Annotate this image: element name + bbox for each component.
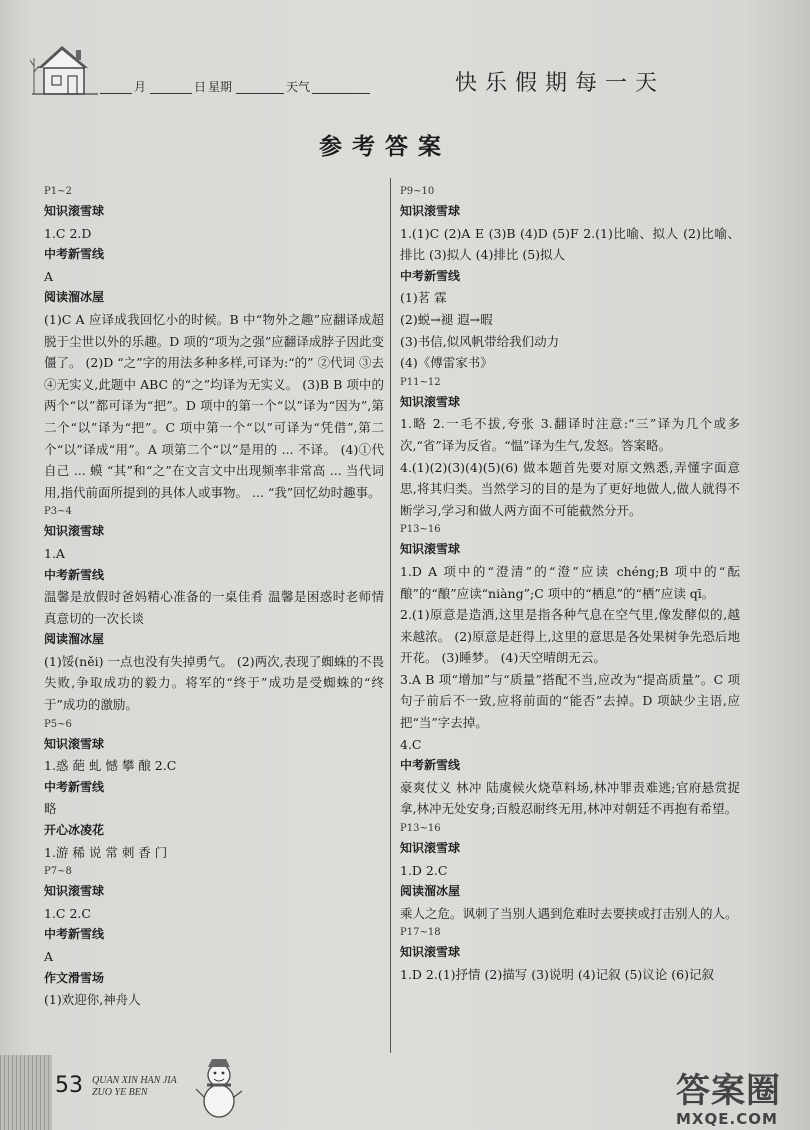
answer-text: 4.(1)(2)(3)(4)(5)(6) 做本题首先要对原文熟悉,弄懂字面意思,将其归类。当然学习的目的是为了更好地做人,做人就得不断学习,学习和做人两方面不可能截然分开。: [400, 459, 740, 518]
column-divider: [390, 178, 391, 1053]
month-label: 月: [134, 80, 147, 94]
section-heading: 作文滑雪场: [44, 970, 105, 985]
left-column: [44, 183, 384, 1011]
answer-text: 1.C 2.C: [44, 905, 91, 921]
answer-text: 1.C 2.D: [44, 225, 92, 241]
answer-text: A: [44, 268, 54, 284]
page-ref: P9~10: [400, 186, 435, 197]
page-ref: P5~6: [44, 718, 72, 730]
answer-text: (2)蜕→褪 遐→暇: [400, 311, 493, 327]
section-heading: 中考新雪线: [44, 779, 105, 794]
header-slogan: 快乐假期每一天: [455, 71, 666, 96]
brand-text: [92, 1075, 177, 1099]
page-ref: P13~16: [400, 524, 441, 536]
page-ref: P11~12: [400, 376, 441, 388]
page-ref: P7~8: [44, 866, 72, 878]
answer-text: 略: [44, 801, 57, 817]
snowman-mascot-icon: [195, 1055, 243, 1123]
answer-text: (1)欢迎你,神舟人: [44, 992, 141, 1008]
answer-text: 1.(1)C (2)A E (3)B (4)D (5)F 2.(1)比喻、拟人 (2)比喻、排比 (3)拟人 (4)排比 (5)拟人: [400, 225, 740, 263]
section-heading: 阅读溜冰屋: [400, 884, 461, 899]
brand-line-2: ZUO YE BEN: [92, 1087, 148, 1098]
watermark-url: MXQE.COM: [676, 1110, 778, 1128]
section-heading: 中考新雪线: [400, 758, 461, 773]
section-heading: 知识滚雪球: [44, 524, 105, 539]
watermark-big-text: 答案圈: [676, 1071, 781, 1111]
section-heading: 知识滚雪球: [400, 394, 461, 409]
answer-text: (1)馁(něi) 一点也没有失掉勇气。 (2)两次,表现了蜘蛛的不畏失败,争取成功的毅力。将军的“终于”成功是受蜘蛛的“终于”成功的激励。: [44, 653, 384, 713]
section-heading: 开心冰凌花: [44, 823, 105, 838]
brand-line-1: QUAN XIN HAN JIA: [92, 1075, 177, 1086]
section-heading: 阅读溜冰屋: [44, 632, 105, 647]
answer-text: (4)《傅雷家书》: [400, 355, 493, 371]
answer-text: 1.D 2.(1)抒情 (2)描写 (3)说明 (4)记叙 (5)议论 (6)记叙: [400, 967, 714, 982]
footer-stripe: [0, 1055, 52, 1130]
watermark-logo: [676, 1072, 806, 1127]
answer-text: (3)书信,似风帆带给我们动力: [400, 333, 560, 349]
section-heading: 知识滚雪球: [44, 204, 105, 218]
weekday-label: 星期: [208, 80, 233, 94]
section-heading: 中考新雪线: [44, 567, 105, 582]
answer-text: A: [44, 949, 54, 964]
section-heading: 中考新雪线: [400, 268, 461, 283]
section-heading: 知识滚雪球: [44, 884, 105, 899]
page-title: 参考答案: [319, 134, 451, 160]
section-heading: 知识滚雪球: [400, 204, 461, 218]
section-heading: 中考新雪线: [44, 247, 105, 262]
answer-text: 3.A B 项“增加”与“质量”搭配不当,应改为“提高质量”。C 项句子前后不一致,应将前面的“能否”去掉。D 项缺少主语,应把“当”字去掉。: [400, 671, 740, 731]
page-ref: P3~4: [44, 506, 72, 518]
section-heading: 知识滚雪球: [400, 945, 461, 960]
section-heading: 中考新雪线: [44, 927, 105, 942]
day-label: 日: [194, 80, 207, 94]
answer-text: 1.A: [44, 545, 65, 561]
answer-text: 乘人之危。讽刺了当别人遇到危难时去要挟或打击别人的人。: [400, 905, 738, 921]
answer-text: 1.D A 项中的“澄清”的“澄”应读 chéng;B 项中的“酝酿”的“酿”应读“niàng”;C 项中的“栖息”的“栖”应读 qī。: [400, 563, 740, 601]
answer-text: 温馨是放假时爸妈精心准备的一桌佳肴 温馨是困惑时老师情真意切的一次长谈: [44, 589, 384, 626]
answer-text: 1.游 稀 说 常 刺 香 门: [44, 844, 168, 860]
answer-text: (1)C A 应译成我回忆小的时候。B 中“物外之趣”应翻译成超脱于尘世以外的乐趣。D 项的“项为之强”应翻译成脖子因此变僵了。 (2)D “之”字的用法多种多样,可译为:“的” ②代词 ③去 ④无实义,此题中 ABC 的“之”均译为无实义。 (3)B B 项中的两个“以”都可译为“把”。D 项中的第一个“以”译为“因为”,第二个“以”译为“把”。C 项中第一个“以”可译为“凭借”,第二个“以”译成“用”。A 项第二个“以”是用的 ... 不译。 (4)①代自己 ... 蟆 “其”和“之”在文言文中出现频率非常高 ... 当代词用,指代前面所提到的具体人或事物。 ... “我”回忆幼时趣事。: [44, 311, 384, 500]
answer-text: 1.D 2.C: [400, 862, 448, 878]
page-ref: P17~18: [400, 927, 441, 939]
section-heading: 知识滚雪球: [400, 841, 461, 856]
answer-text: 1.略 2.一毛不拔,夸张 3.翻译时注意:“三”译为几个或多次,“省”译为反省。“愠”译为生气,发怒。答案略。: [400, 416, 740, 453]
answer-text: 1.惑 葩 虬 憾 攀 酿 2.C: [44, 758, 177, 774]
answer-text: 4.C: [400, 736, 422, 752]
answer-text: 2.(1)原意是造酒,这里是指各种气息在空气里,像发酵似的,越来越浓。 (2)原意是赶得上,这里的意思是各处果树争先恐后地开花。 (3)睡梦。 (4)天空晴朗无云。: [400, 607, 740, 666]
snow-house-icon: [30, 38, 100, 98]
answer-text: 豪爽仗义 林冲 陆虞候火烧草料场,林冲罪责难逃;官府悬赏捉拿,林冲无处安身;百般忍耐终无用,林冲对朝廷不再抱有希望。: [400, 779, 740, 817]
section-heading: 知识滚雪球: [400, 542, 461, 557]
date-fill-line: [100, 78, 370, 96]
page-ref: P1~2: [44, 186, 72, 197]
right-column: [400, 183, 740, 986]
page-header: [0, 0, 810, 110]
weather-label: 天气: [286, 80, 311, 94]
answer-text: (1)茗 霖: [400, 290, 447, 306]
page-number: 53: [55, 1073, 83, 1098]
page-ref: P13~16: [400, 823, 441, 835]
section-heading: 阅读溜冰屋: [44, 290, 105, 305]
section-heading: 知识滚雪球: [44, 736, 105, 751]
